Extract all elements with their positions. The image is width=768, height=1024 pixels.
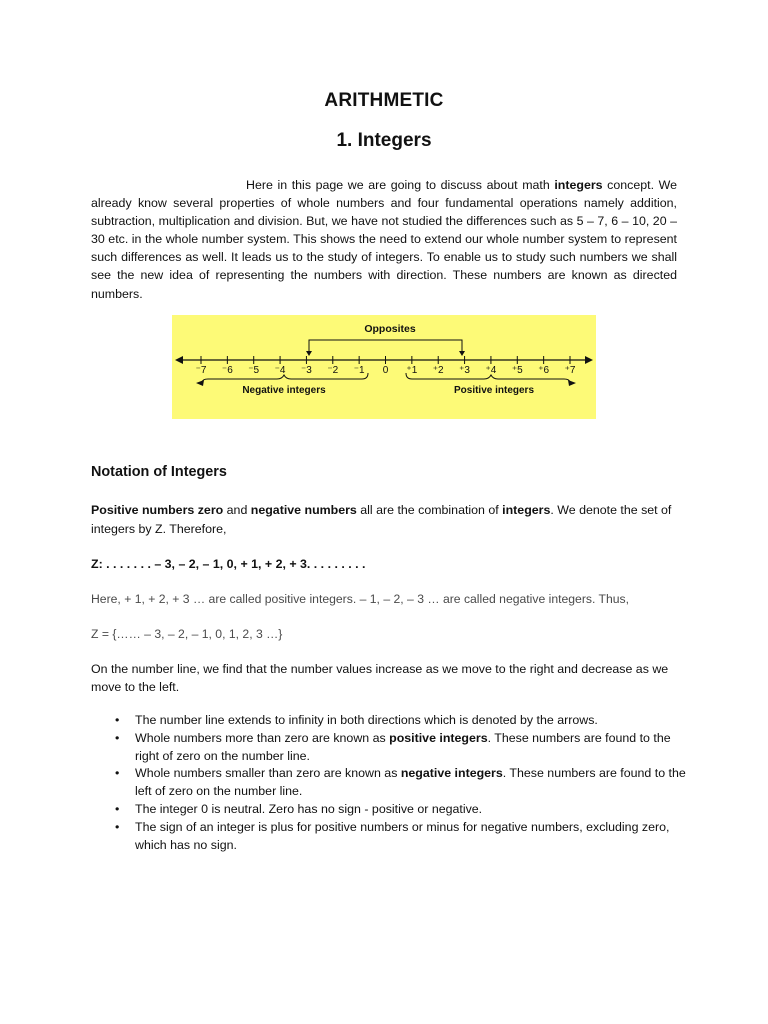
number-line-tick-label: ⁺3 bbox=[459, 365, 470, 376]
notation-heading: Notation of Integers bbox=[91, 464, 227, 480]
number-line-tick-label: ⁻6 bbox=[221, 365, 233, 376]
number-line-tick-label: ⁻7 bbox=[195, 365, 207, 376]
list-item-text: The integer 0 is neutral. Zero has no sign - positive or negative. bbox=[135, 801, 483, 816]
list-item bbox=[91, 765, 691, 801]
number-line-tick-label: ⁻3 bbox=[301, 365, 312, 376]
bullet-marker: • bbox=[115, 801, 120, 816]
section-number-title: 1. Integers bbox=[336, 130, 432, 151]
list-item-text: Whole numbers smaller than zero are known as bbox=[135, 766, 401, 781]
number-line-tick-label: ⁻2 bbox=[327, 365, 339, 376]
negative-integers-label: Negative integers bbox=[242, 385, 326, 396]
bullet-marker: • bbox=[115, 730, 120, 745]
list-item-text: Whole numbers more than zero are known as bbox=[135, 730, 390, 745]
bold-negative-numbers: negative numbers bbox=[250, 503, 357, 517]
bold-integers: integers bbox=[502, 503, 551, 517]
bold-negative-integers: negative integers bbox=[400, 766, 503, 781]
opposites-arrowhead-right bbox=[459, 351, 465, 356]
number-line-tick-label: 0 bbox=[382, 365, 389, 376]
positive-integers-label: Positive integers bbox=[453, 385, 535, 396]
list-item-text: . These numbers are found to the right of zero on the number line. bbox=[135, 730, 671, 763]
number-line-tick-label: ⁺7 bbox=[564, 365, 576, 376]
negative-brace-arrow bbox=[196, 380, 204, 386]
z-sequence-line: Z: . . . . . . . – 3, – 2, – 1, 0, + 1, + 2, + 3. . . . . . . . . bbox=[91, 557, 366, 571]
bullet-marker: • bbox=[115, 713, 120, 727]
integer-facts-list bbox=[91, 712, 691, 854]
number-line-tick-label: ⁺1 bbox=[406, 365, 418, 376]
number-line-paragraph: On the number line, we find that the number values increase as we move to the right and decrease as we move to the left. bbox=[91, 662, 669, 694]
number-line-tick-label: ⁺6 bbox=[538, 365, 550, 376]
number-line-tick-label: ⁺5 bbox=[511, 365, 523, 376]
list-item bbox=[91, 712, 691, 730]
opposites-label: Opposites bbox=[364, 323, 416, 335]
number-line-tick-label: ⁻5 bbox=[248, 365, 260, 376]
positive-brace-arrow bbox=[568, 380, 576, 386]
bold-positive-integers: positive integers bbox=[389, 730, 488, 745]
list-item-text: . These numbers are found to the left of zero on the number line. bbox=[135, 766, 686, 799]
list-item-text: The sign of an integer is plus for positive numbers or minus for negative numbers, excluding zero, which has no sign. bbox=[135, 819, 670, 852]
intro-bold-integers: integers bbox=[554, 178, 603, 192]
opposites-bracket bbox=[309, 340, 462, 347]
intro-text-before: Here in this page we are going to discuss about math bbox=[246, 178, 555, 192]
number-line-tick-label: ⁻4 bbox=[274, 365, 286, 376]
intro-paragraph bbox=[91, 176, 677, 303]
notation-text-3: . We denote the set of integers by Z. Therefore, bbox=[91, 503, 672, 536]
page-title: ARITHMETIC bbox=[324, 90, 444, 111]
number-line-figure bbox=[172, 315, 596, 419]
axis-arrow-right bbox=[585, 356, 593, 364]
intro-text-after: concept. We already know several properties of whole numbers and four fundamental operations namely addition, subtraction, multiplication and division. But, we have not studied the differences such as 5 – 7, 6 – 10, 20 – 30 etc. in the whole number system. This shows the need to extend our whole number system to represent such differences as well. It leads us to the study of integers. To enable us to study such numbers we shall see the new idea of representing the numbers with direction. These numbers are known as directed numbers. bbox=[91, 178, 677, 301]
axis-arrow-left bbox=[175, 356, 183, 364]
list-item bbox=[91, 801, 691, 819]
list-item-text: The number line extends to infinity in both directions which is denoted by the arrows. bbox=[135, 713, 598, 727]
z-set-line: Z = {…… – 3, – 2, – 1, 0, 1, 2, 3 …} bbox=[91, 627, 283, 641]
list-item bbox=[91, 819, 691, 855]
bullet-marker: • bbox=[115, 819, 120, 834]
opposites-arrowhead-left bbox=[306, 351, 312, 356]
bullet-marker: • bbox=[115, 766, 120, 781]
number-line-tick-label: ⁻1 bbox=[353, 365, 365, 376]
bold-positive-zero: Positive numbers zero bbox=[91, 503, 224, 517]
list-item bbox=[91, 730, 691, 766]
number-line-svg bbox=[172, 315, 596, 419]
notation-text-1: and bbox=[223, 503, 251, 517]
notation-text-2: all are the combination of bbox=[356, 503, 503, 517]
number-line-tick-label: ⁺2 bbox=[432, 365, 444, 376]
number-line-tick-label: ⁺4 bbox=[485, 365, 497, 376]
notation-paragraph bbox=[91, 501, 677, 539]
here-line: Here, + 1, + 2, + 3 … are called positive integers. – 1, – 2, – 3 … are called negative integers. Thus, bbox=[91, 592, 630, 606]
